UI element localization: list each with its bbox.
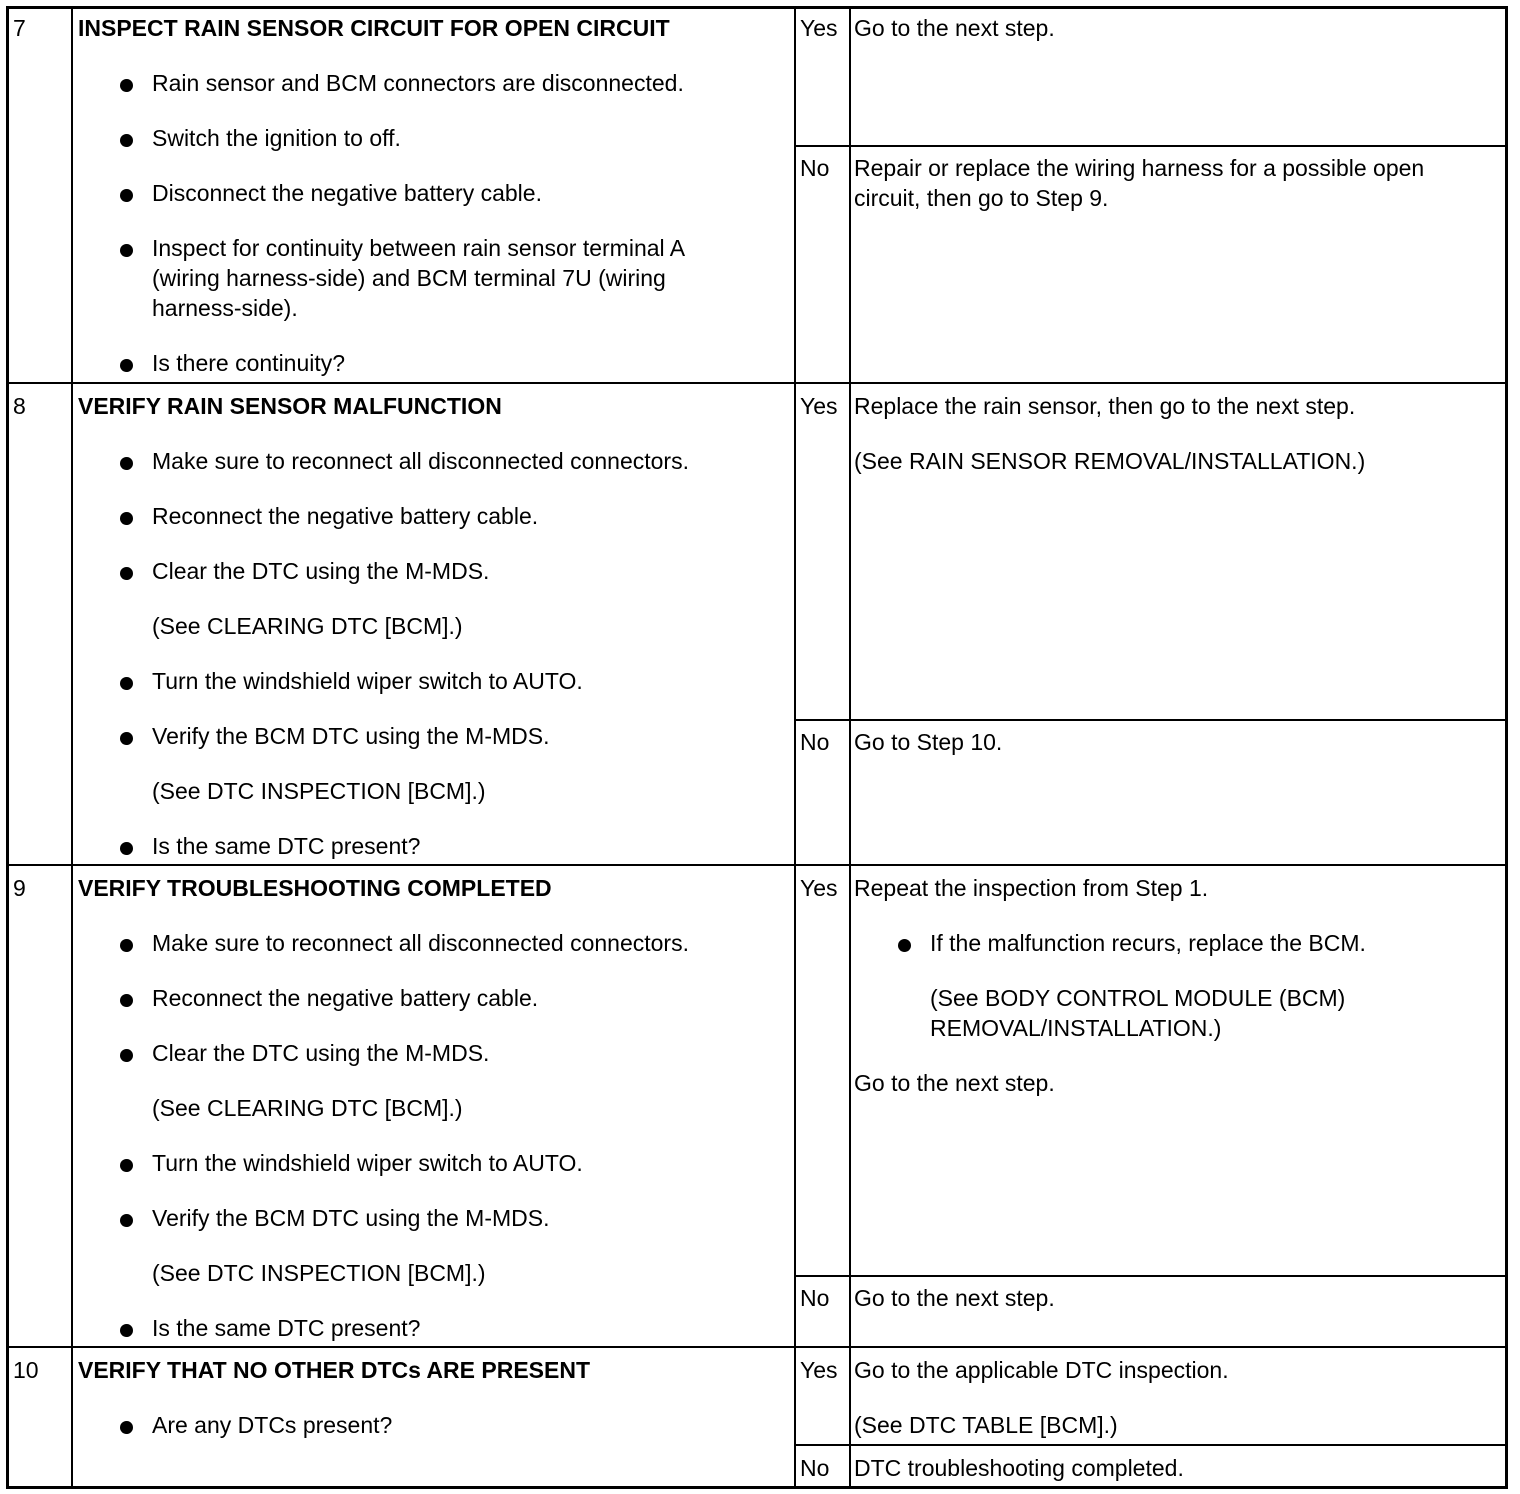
row-divider <box>9 1346 1505 1348</box>
step-item: Is there continuity? <box>152 350 346 376</box>
step-reference: (See CLEARING DTC [BCM].) <box>152 613 463 639</box>
bullet-icon <box>120 134 133 147</box>
bullet-icon <box>120 512 133 525</box>
step-item: Rain sensor and BCM connectors are disconnected. <box>152 70 684 96</box>
step-item: Make sure to reconnect all disconnected connectors. <box>152 930 689 956</box>
step-item: Reconnect the negative battery cable. <box>152 985 539 1011</box>
no-action: Go to Step 10. <box>854 729 1003 755</box>
troubleshooting-table <box>6 6 1508 1489</box>
step-title: VERIFY THAT NO OTHER DTCs ARE PRESENT <box>78 1357 591 1383</box>
col-divider-result <box>794 9 796 1486</box>
step-item: Make sure to reconnect all disconnected connectors. <box>152 448 689 474</box>
yes-action: Go to the next step. <box>854 15 1055 41</box>
yes-label: Yes <box>800 875 838 901</box>
bullet-icon <box>120 842 133 855</box>
bullet-icon <box>120 1421 133 1434</box>
yes-reference: (See DTC TABLE [BCM].) <box>854 1412 1118 1438</box>
step-reference: (See CLEARING DTC [BCM].) <box>152 1095 463 1121</box>
step-item: Turn the windshield wiper switch to AUTO. <box>152 668 583 694</box>
no-label: No <box>800 155 830 181</box>
bullet-icon <box>898 939 911 952</box>
bullet-icon <box>120 1159 133 1172</box>
bullet-icon <box>120 1214 133 1227</box>
yes-label: Yes <box>800 393 838 419</box>
bullet-icon <box>120 189 133 202</box>
step-item: Are any DTCs present? <box>152 1412 393 1438</box>
step-item: Is the same DTC present? <box>152 833 421 859</box>
step-number: 10 <box>13 1357 39 1383</box>
step-number: 9 <box>13 875 26 901</box>
bullet-icon <box>120 732 133 745</box>
step-item: Turn the windshield wiper switch to AUTO. <box>152 1150 583 1176</box>
no-action: Repair or replace the wiring harness for a possible open circuit, then go to Step 9. <box>854 155 1425 211</box>
no-label: No <box>800 1455 830 1481</box>
step-item: Clear the DTC using the M-MDS. <box>152 558 490 584</box>
no-action: Go to the next step. <box>854 1285 1055 1311</box>
step-reference: (See DTC INSPECTION [BCM].) <box>152 1260 486 1286</box>
bullet-icon <box>120 1049 133 1062</box>
row-divider <box>9 864 1505 866</box>
bullet-icon <box>120 567 133 580</box>
step-item: Reconnect the negative battery cable. <box>152 503 539 529</box>
no-label: No <box>800 729 830 755</box>
step-title: INSPECT RAIN SENSOR CIRCUIT FOR OPEN CIRCUIT <box>78 15 670 41</box>
step-item: Verify the BCM DTC using the M-MDS. <box>152 1205 550 1231</box>
step-item: Verify the BCM DTC using the M-MDS. <box>152 723 550 749</box>
yes-bullet: If the malfunction recurs, replace the BCM. <box>930 930 1366 956</box>
no-label: No <box>800 1285 830 1311</box>
yes-no-divider <box>794 145 1505 147</box>
col-divider-step <box>71 9 73 1486</box>
bullet-icon <box>120 994 133 1007</box>
step-title: VERIFY TROUBLESHOOTING COMPLETED <box>78 875 552 901</box>
bullet-icon <box>120 1324 133 1337</box>
col-divider-action <box>849 9 851 1486</box>
yes-next: Go to the next step. <box>854 1070 1055 1096</box>
yes-no-divider <box>794 719 1505 721</box>
yes-no-divider <box>794 1275 1505 1277</box>
yes-no-divider <box>794 1444 1505 1446</box>
bullet-icon <box>120 457 133 470</box>
yes-label: Yes <box>800 1357 838 1383</box>
yes-reference: (See RAIN SENSOR REMOVAL/INSTALLATION.) <box>854 448 1366 474</box>
bullet-icon <box>120 244 133 257</box>
yes-action: Go to the applicable DTC inspection. <box>854 1357 1229 1383</box>
yes-action: Repeat the inspection from Step 1. <box>854 875 1209 901</box>
yes-label: Yes <box>800 15 838 41</box>
yes-reference: (See BODY CONTROL MODULE (BCM) REMOVAL/INSTALLATION.) <box>930 985 1346 1041</box>
bullet-icon <box>120 79 133 92</box>
step-item: Clear the DTC using the M-MDS. <box>152 1040 490 1066</box>
bullet-icon <box>120 359 133 372</box>
step-title: VERIFY RAIN SENSOR MALFUNCTION <box>78 393 502 419</box>
yes-action: Replace the rain sensor, then go to the next step. <box>854 393 1356 419</box>
step-item: Disconnect the negative battery cable. <box>152 180 542 206</box>
step-reference: (See DTC INSPECTION [BCM].) <box>152 778 486 804</box>
step-item: Is the same DTC present? <box>152 1315 421 1341</box>
bullet-icon <box>120 677 133 690</box>
no-action: DTC troubleshooting completed. <box>854 1455 1184 1481</box>
step-item: Switch the ignition to off. <box>152 125 401 151</box>
row-divider <box>9 382 1505 384</box>
step-number: 8 <box>13 393 26 419</box>
bullet-icon <box>120 939 133 952</box>
step-number: 7 <box>13 15 26 41</box>
step-item: Inspect for continuity between rain sensor terminal A (wiring harness-side) and BCM terminal 7U (wiring harness-side). <box>152 235 684 321</box>
